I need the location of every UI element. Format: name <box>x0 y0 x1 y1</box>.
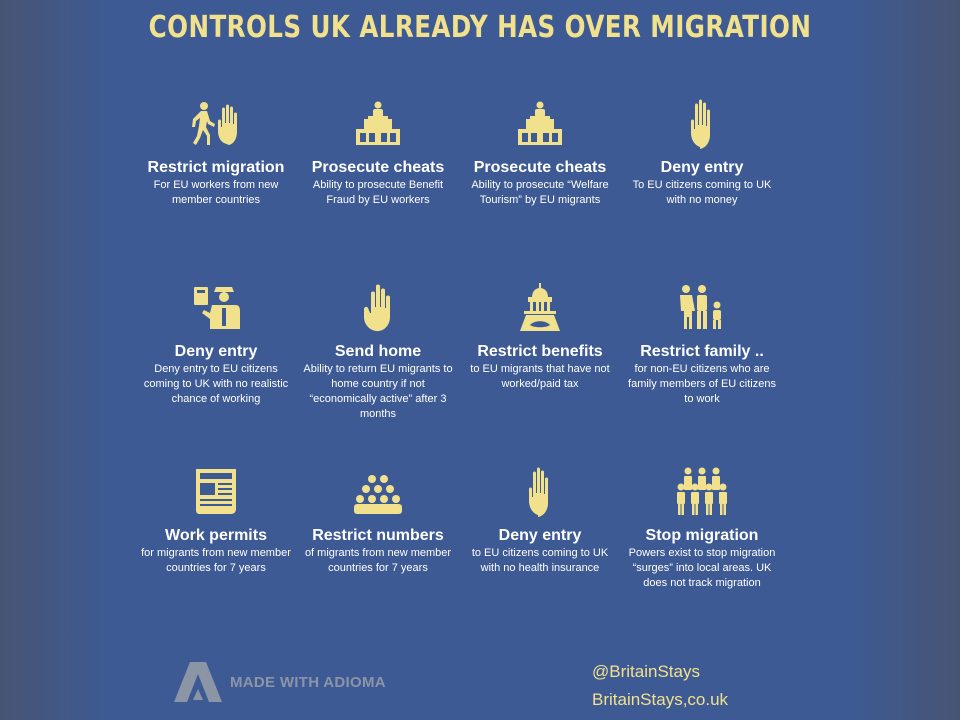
twitter-handle[interactable]: @BritainStays <box>592 662 700 681</box>
item-title: Restrict family .. <box>640 343 764 360</box>
list-item <box>135 279 297 463</box>
adioma-logo <box>172 660 386 704</box>
list-item <box>297 95 459 279</box>
stop-hand-icon <box>672 95 732 151</box>
list-item <box>621 463 783 647</box>
item-title: Work permits <box>165 527 267 544</box>
list-item <box>297 279 459 463</box>
list-item <box>135 95 297 279</box>
item-description: for migrants from new member countries for 7 years <box>141 547 291 574</box>
controls-grid <box>135 95 785 647</box>
made-with-label: MADE WITH ADIOMA <box>230 673 386 691</box>
item-title: Restrict migration <box>147 159 285 176</box>
item-description: to EU citizens coming to UK with no health insurance <box>471 547 609 574</box>
item-title: Deny entry <box>498 527 582 544</box>
stop-hand-icon <box>510 463 570 519</box>
item-description: Ability to prosecute “Welfare Tourism” by EU migrants <box>471 179 609 206</box>
border-officer-icon <box>186 279 246 335</box>
walking-person-stop-hand-icon <box>186 95 246 151</box>
page-title: CONTROLS UK ALREADY HAS OVER MIGRATION <box>148 10 812 45</box>
item-description: Ability to return EU migrants to home country if not “economically active” after 3 months <box>303 363 453 420</box>
government-building-icon <box>510 279 570 335</box>
family-icon <box>672 279 732 335</box>
item-title: Restrict numbers <box>312 527 444 544</box>
website-link[interactable]: BritainStays,co.uk <box>592 690 729 709</box>
item-description: of migrants from new member countries for 7 years <box>304 547 452 574</box>
footer-links <box>592 658 728 714</box>
newspaper-icon <box>186 463 246 519</box>
list-item <box>621 279 783 463</box>
list-item <box>459 95 621 279</box>
list-item <box>459 279 621 463</box>
item-title: Restrict benefits <box>477 343 603 360</box>
courtroom-icon <box>348 95 408 151</box>
courtroom-icon <box>510 95 570 151</box>
item-description: Deny entry to EU citizens coming to UK with no realistic chance of working <box>143 363 289 405</box>
item-title: Send home <box>334 343 422 360</box>
list-item <box>297 463 459 647</box>
item-title: Stop migration <box>645 527 759 544</box>
crowd-icon <box>348 463 408 519</box>
item-description: for non-EU citizens who are family members of EU citizens to work <box>628 363 776 405</box>
item-title: Deny entry <box>660 159 744 176</box>
item-description: Ability to prosecute Benefit Fraud by EU workers <box>312 179 444 206</box>
item-title: Prosecute cheats <box>311 159 445 176</box>
item-description: Powers exist to stop migration “surges” into local areas. UK does not track migration <box>628 547 776 589</box>
group-of-people-icon <box>672 463 732 519</box>
adioma-a-icon <box>172 660 224 704</box>
list-item <box>135 463 297 647</box>
raised-hand-icon <box>348 279 408 335</box>
item-title: Deny entry <box>174 343 258 360</box>
item-description: To EU citizens coming to UK with no money <box>632 179 772 206</box>
list-item <box>459 463 621 647</box>
item-description: For EU workers from new member countries <box>153 179 279 206</box>
item-description: to EU migrants that have not worked/paid tax <box>470 363 610 390</box>
list-item <box>621 95 783 279</box>
item-title: Prosecute cheats <box>473 159 607 176</box>
